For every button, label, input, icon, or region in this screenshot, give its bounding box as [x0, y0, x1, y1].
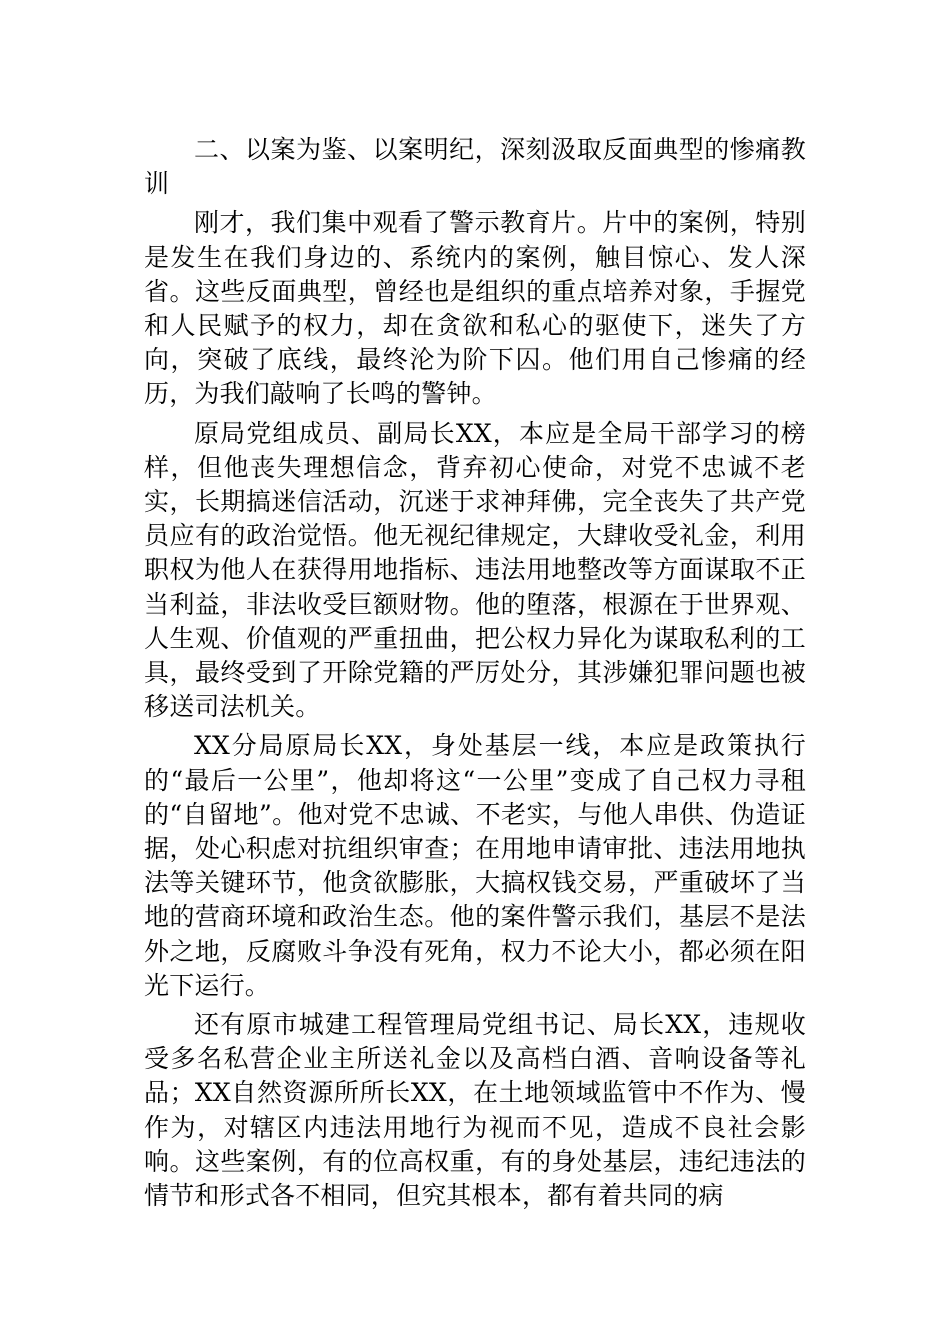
paragraph-case-deputy-director: 原局党组成员、副局长XX，本应是全局干部学习的榜样，但他丧失理想信念，背弃初心使命，对党不忠诚不老实，长期搞迷信活动，沉迷于求神拜佛，完全丧失了共产党员应有的政治觉悟。他无视纪律规定，大肆收受礼金，利用职权为他人在获得用地指标、违法用地整改等方面谋取不正当利益，非法收受巨额财物。他的堕落，根源在于世界观、人生观、价值观的严重扭曲，把公权力异化为谋取私利的工具，最终受到了开除党籍的严厉处分，其涉嫌犯罪问题也被移送司法机关。 — [144, 418, 806, 722]
paragraph-other-cases: 还有原市城建工程管理局党组书记、局长XX，违规收受多名私营企业主所送礼金以及高档白酒、音响设备等礼品；XX自然资源所所长XX，在土地领域监管中不作为、慢作为，对辖区内违法用地行为视而不见，造成不良社会影响。这些案例，有的位高权重，有的身处基层，违纪违法的情节和形式各不相同，但究其根本，都有着共同的病 — [144, 1010, 806, 1211]
paragraph-case-branch-director: XX分局原局长XX，身处基层一线，本应是政策执行的“最后一公里”，他却将这“一公里”变成了自己权力寻租的“自留地”。他对党不忠诚、不老实，与他人串供、伪造证据，处心积虑对抗组织审查；在用地申请审批、违法用地执法等关键环节，他贪欲膨胀，大搞权钱交易，严重破坏了当地的营商环境和政治生态。他的案件警示我们，基层不是法外之地，反腐败斗争没有死角，权力不论大小，都必须在阳光下运行。 — [144, 731, 806, 1000]
paragraph-intro: 刚才，我们集中观看了警示教育片。片中的案例，特别是发生在我们身边的、系统内的案例，触目惊心、发人深省。这些反面典型，曾经也是组织的重点培养对象，手握党和人民赋予的权力，却在贪欲和私心的驱使下，迷失了方向，突破了底线，最终沦为阶下囚。他们用自己惨痛的经历，为我们敲响了长鸣的警钟。 — [144, 208, 806, 409]
section-heading: 二、以案为鉴、以案明纪，深刻汲取反面典型的惨痛教训 — [144, 135, 806, 199]
document-body — [144, 133, 806, 1213]
